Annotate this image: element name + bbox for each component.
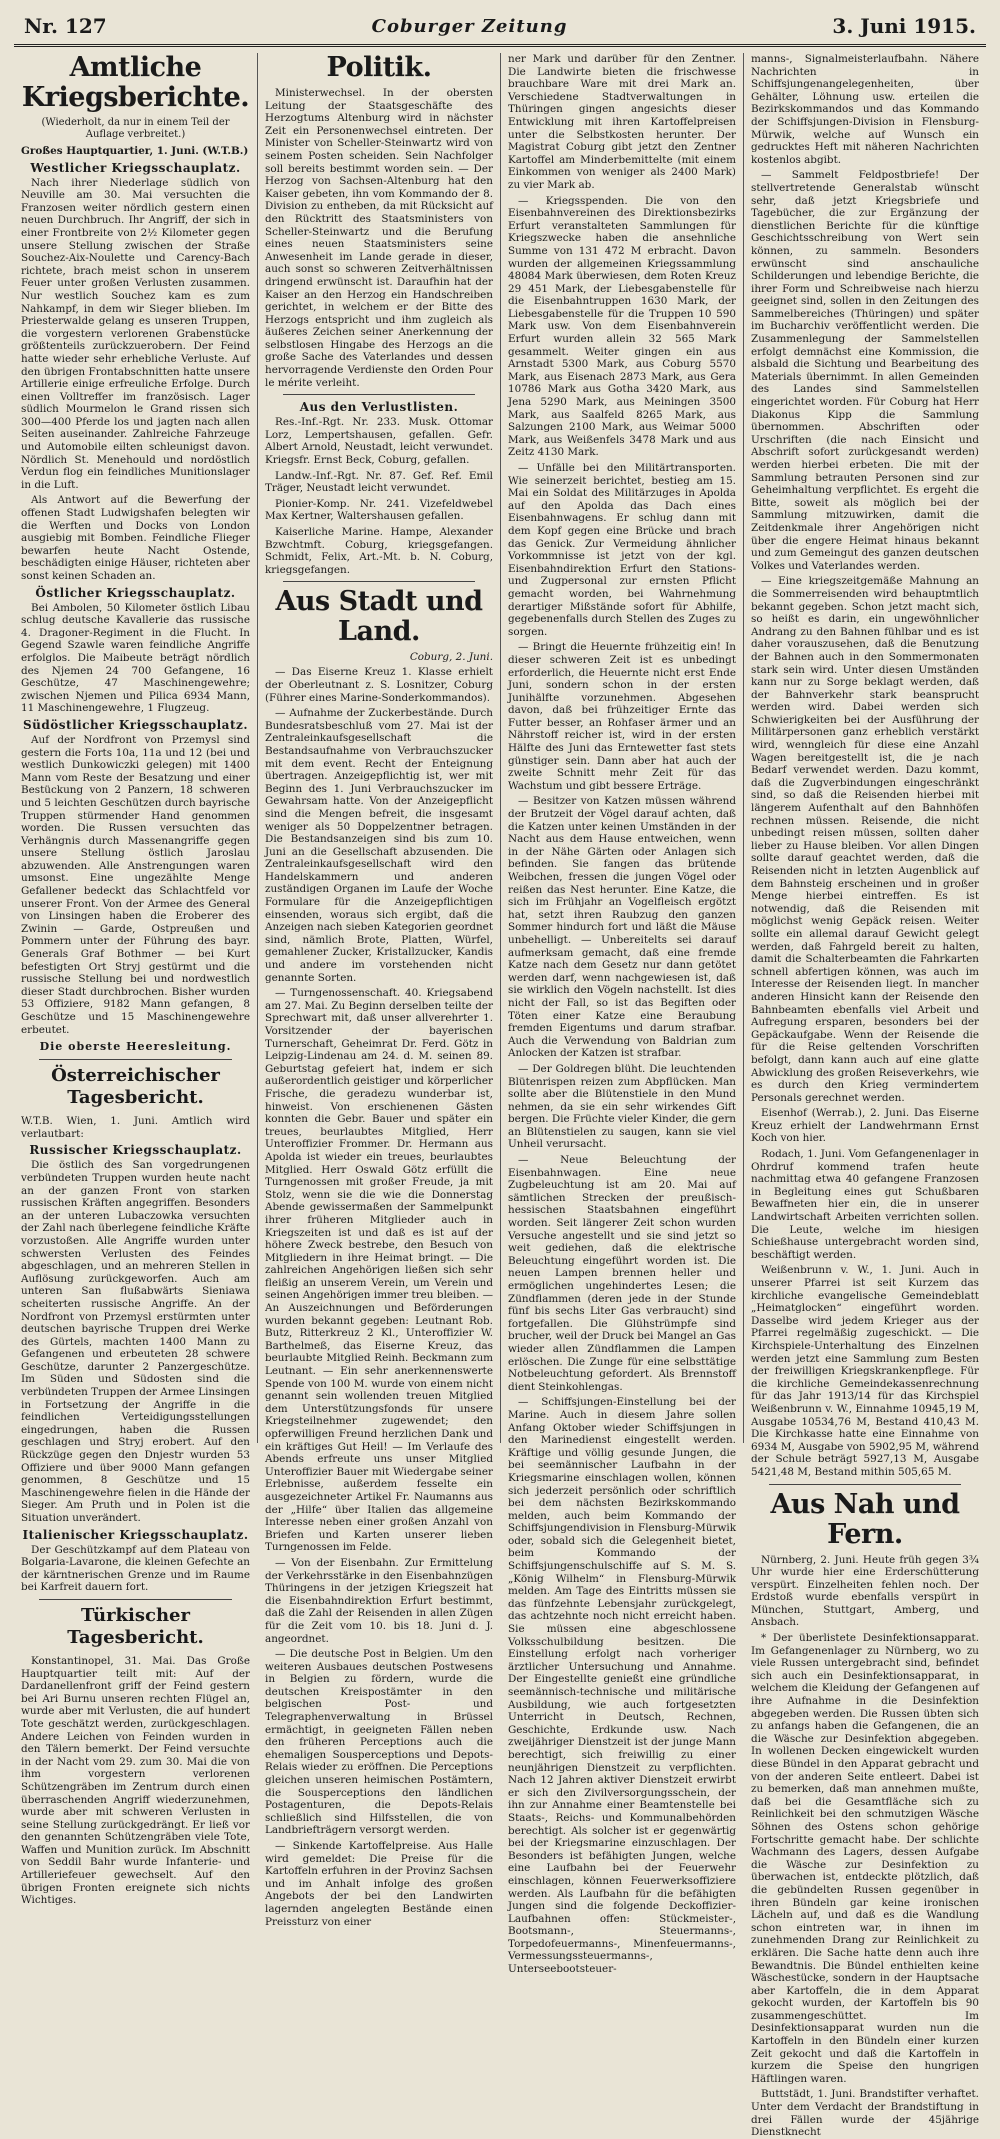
- local-dateline: Coburg, 2. Juni.: [409, 651, 493, 664]
- casualty-lists-title: Aus den Verlustlisten.: [299, 400, 459, 415]
- local-item: — Sinkende Kartoffelpreise. Aus Halle wird gemeldet: Die Preise für die Kartoffeln erfuhren in der Provinz Sachsen und im Anhalt infolge des großen Angebots der bei den Landwirten lagernden angelegten Bestände einen Preissturz von einer: [265, 1840, 493, 1928]
- italian-front-heading: Italienischer Kriegsschauplatz.: [22, 1527, 249, 1542]
- local-item: — Schiffsjungen-Einstellung bei der Marine. Auch in diesem Jahre sollen Anfang Oktober wieder Schiffsjungen in den Marinedienst eingestellt werden. Kräftige und völlig gesunde Jungen, die bei seemännischer Laufbahn in der Kriegsmarine einschlagen wollen, können sich jederzeit persönlich oder schriftlich bei dem nächsten Bezirkskommando melden, auch beim Kommando der Schiffsjungendivision in Flensburg-Mürwik oder, sobald sich die Gelegenheit bietet, beim Kommando der Schiffsjungenschulschiffe auf S. M. S. „König Wilhelm“ in Flensburg-Mürwik melden. Am Tage des Eintritts müssen sie das fünfzehnte Lebensjahr zurückgelegt, das achtzehnte noch nicht erreicht haben. Sie müssen eine abgeschlossene Volksschulbildung besitzen. Die Einstellung erfolgt nach vorheriger ärztlicher Untersuchung und Annahme. Der Eingestellte genießt eine gründliche seemännisch-technische und militärische Ausbildung, wie auch fortgesetzten Unterricht in Deutsch, Rechnen, Geschichte, Erdkunde usw. Nach zweijähriger Dienstzeit ist der junge Mann berechtigt, sich freiwillig zu einer neunjährigen Dienstzeit zu verpflichten. Nach 12 Jahren aktiver Dienstzeit erwirbt er sich den Zivilversorgungsschein, der ihn zur Annahme einer Beamtenstelle bei Staats-, Reichs- und Kommunalbehörden berechtigt. Als solcher ist er gegenwärtig bei der Kriegsmarine einzuschlagen. Der Besonders ist befähigten Jungen, welche eine Laufbahn bei der Feuerwehr einschlagen, können Feuerwerksoffiziere werden. Als Laufbahn für die befähigten Jungen sind die folgende Deckoffizier-Laufbahnen offen: Stückmeister-, Bootsmann-, Steuermanns-, Torpedofeuermanns-, Minenfeuermanns-, Vermessungssteuermanns-, Unterseebootsteuer-: [508, 1396, 736, 1976]
- casualty-entry: Landw.-Inf.-Rgt. Nr. 87. Gef. Ref. Emil Träger, Neustadt leicht verwundet.: [265, 469, 493, 495]
- column-4: [743, 53, 986, 2139]
- local-item: — Sammelt Feldpostbriefe! Der stellvertretende Generalstab wünscht sehr, daß jetzt Kriegsbriefe und Tagebücher, die zur Ergänzung der dienstlichen Berichte für die künftige Geschichtsschreibung von Wert sein können, zu sammeln. Besonders erwünscht sind anschauliche Schilderungen und lebendige Berichte, die ihrer Form und Schreibweise nach hierzu geeignet sind, sollen in den Zeitungen des Sammelbereiches (Thüringen) und später im Bucharchiv veröffentlicht werden. Die Zusammenlegung der Sammelstellen erfolgt demnächst eine Kommission, die alsbald die Sichtung und Bearbeitung des Materials übernimmt. In allen Gemeinden des Landes sind Sammelstellen eingerichtet worden. Für Coburg hat Herr Diakonus Kipp die Sammlung übernommen. Abschriften oder Urschriften (die nach Einsicht und Abschrift sofort zurückgesandt werden) werden hierbei erbeten. Die mit der Sammlung betrauten Personen sind zur Geheimhaltung verpflichtet. Es ergeht die Bitte, soweit als möglich bei der Sammlung mitzuwirken, damit die Zeitdenkmale ihrer Angehörigen nicht über die engere Heimat hinaus bekannt und zum Gemeingut des ganzen deutschen Volkes und Vaterlandes werden.: [751, 169, 979, 572]
- casualty-entry: Kaiserliche Marine. Hampe, Alexander Bzwchtmft. Coburg, kriegsgefangen. Schmidt, Felix, Art.-Mt. b. N. Coburg, kriegsgefangen.: [265, 526, 493, 576]
- austrian-report-title: Österreichischer Tagesbericht.: [51, 1065, 220, 1109]
- near-far-item: Nürnberg, 2. Juni. Heute früh gegen 3¾ Uhr wurde hier eine Erderschütterung verspürt. Einzelheiten fehlen noch. Der Erdstoß wurde ebenfalls verspürt in München, Stuttgart, Amberg, und Ansbach.: [751, 1553, 979, 1629]
- issue-date: 3. Juni 1915.: [832, 14, 976, 38]
- hq-line: Großes Hauptquartier, 1. Juni. (W.T.B.): [21, 145, 249, 157]
- west-front-heading: Westlicher Kriegsschauplatz.: [30, 160, 241, 175]
- local-item-continued: ner Mark und darüber für den Zentner. Die Landwirte bieten die frischwesse brauchbare Ware mit drei Mark an. Verschiedene Stadtverwaltungen in Thüringen gingen angesichts dieser Entwicklung mit ihren Kartoffelpreisen unter die Selbstkosten herunter. Der Magistrat Coburg gibt jetzt den Zentner Kartoffel am Minderbemittelte (mit einem Einkommen von weniger als 2400 Mark) zu vier Mark ab.: [508, 53, 736, 191]
- divider: [283, 394, 475, 395]
- east-front-heading: Östlicher Kriegsschauplatz.: [35, 585, 236, 600]
- local-item: — Besitzer von Katzen müssen während der Brutzeit der Vögel darauf achten, daß die Katzen unter keinen Umständen in der Nacht aus dem Hause entweichen, wenn in der Nähe Gärten oder Anlagen sich befinden. Sie fangen das brütende Weibchen, fressen die jungen Vögel oder reißen das Nest herunter. Eine Katze, die sich im Frühjahr an Vogelfleisch ergötzt hat, setzt ihren Raubzug den ganzen Sommer hindurch fort und läßt die Mäuse unbehelligt. — Unbereitelts sei darauf aufmerksam gemacht, daß eine fremde Katze nach dem Gesetz nur dann getötet werden darf, wenn nachgewiesen ist, daß sie wirklich den Vögeln nachstellt. Ist dies nicht der Fall, so ist das Begiften oder Töten einer Katze eine Beraubung fremden Eigentums und darum strafbar. Auch die Verwendung von Baldrian zum Anlocken der Katzen ist strafbar.: [508, 795, 736, 1060]
- issue-number: Nr. 127: [24, 14, 107, 38]
- column-3: [500, 53, 743, 1976]
- casualty-entry: Pionier-Komp. Nr. 241. Vizefeldwebel Max Kertner, Waltershausen gefallen.: [265, 497, 493, 523]
- local-item: — Unfälle bei den Militärtransporten. Wie seinerzeit berichtet, bestieg am 15. Mai ein Soldat des Militärzuges in Apolda auf den Apolda das Dach eines Eisenbahnwagens. Er schlug dann mit dem Kopf gegen eine Brücke und brach das Genick. Zur Vermeidung ähnlicher Vorkommnisse ist jetzt von der kgl. Eisenbahndirektion Erfurt den Stations- und Zugpersonal zur ernsten Pflicht gemacht worden, bei Wahrnehmung derartiger Mißstände sofort für Abhilfe, gegebenenfalls durch Stellen des Zuges zu sorgen.: [508, 462, 736, 638]
- local-item: — Bringt die Heuernte frühzeitig ein! In dieser schweren Zeit ist es unbedingt erforderlich, die Heuernte nicht erst Ende Juni, sondern schon in der ersten Junihälfte vorzunehmen. Abgesehen davon, daß bei frühzeitiger Ernte das Futter besser, an Rohfaser ärmer und an Nährstoff reicher ist, wird in der ersten Hälfte des Juni das Erntewetter fast stets günstiger sein. Dann aber hat auch der zweite Schnitt mehr Zeit für das Wachstum und gibt bessere Erträge.: [508, 641, 736, 792]
- local-item: — Neue Beleuchtung der Eisenbahnwagen. Eine neue Zugbeleuchtung ist am 20. Mai auf sämtlichen Strecken der preußisch-hessischen Staatsbahnen eingeführt worden. Seit längerer Zeit schon wurden Versuche angestellt und sie sind jetzt so weit gediehen, daß die elektrische Beleuchtung eingeführt worden ist. Die neuen Lampen brennen heller und ermöglichen ungehindertes Lesen; die Zündflammen (deren jede in der Stunde fünf bis sechs Liter Gas verbraucht) sind fortgefallen. Die Glühstrümpfe sind brucher, weil der Druck bei Mangel an Gas wieder allen Zündflammen die Lampen erlöschen. Die Zunge für eine selbsttätige Notbeleuchtung gefordert. Als Brennstoff dient Steinkohlengas.: [508, 1154, 736, 1393]
- west-front-text: Nach ihrer Niederlage südlich von Neuville am 30. Mai versuchten die Franzosen weiter nördlich gestern einen neuen Durchbruch. Ihr Angriff, der sich in einer Frontbreite von 2½ Kilometer gegen unsere Stellung zwischen der Straße Souchez-Aix-Noulette und Carency-Bach richtete, brach meist schon in unserem Feuer unter großen Verlusten zusammen. Nur westlich Souchez kam es zum Nahkampf, in dem wir Sieger blieben. Im Priesterwalde gelang es unseren Truppen, die vorgestern verlorenen Grabenstücke größtenteils zurückzuerobern. Der Feind hatte wieder sehr erhebliche Verluste. Auf den übrigen Frontabschnitten hatte unsere Artillerie einige erfreuliche Erfolge. Durch einen Volltreffer im französisch. Lager südlich Mourmelon le Grand rissen sich 300—400 Pferde los und jagten nach allen Seiten auseinander. Zahlreiche Fahrzeuge und Automobile eilten schleunigst davon. Nördlich St. Menehould und nordöstlich Verdun flog ein feindliches Munitionslager in die Luft.: [21, 176, 250, 491]
- russian-front-text: Die östlich des San vorgedrungenen verbündeten Truppen wurden heute nacht an der ganzen Front von starken russischen Kräften angegriffen. Besonders an der unteren Lubaczowka versuchten der Zahl nach überlegene feindliche Kräfte vorzustoßen. Alle Angriffe wurden unter schwersten Verlusten des Feindes abgeschlagen, und an mehreren Stellen in Auflösung zurückgeworfen. Auch am unteren San flußabwärts Sieniawa scheiterten russische Angriffe. An der Nordfront von Przemysl erstürmten unter deutschen bayrische Truppen drei Werke des Gürtels, machten 1400 Mann zu Gefangenen und erbeuteten 28 schwere Geschütze, darunter 2 Panzergeschütze. Im Süden und Südosten sind die verbündeten Truppen der Armee Linsingen in Fortsetzung der Angriffe in die feindlichen Verteidigungsstellungen eingedrungen, haben die Russen geschlagen und Stryj erobert. Auf den Rückzüge gegen den Dnjestr wurden 53 Offiziere und über 9000 Mann gefangen genommen, 8 Geschütze und 15 Maschinengewehre fielen in die Hände der Sieger. Am Pruth und in Polen ist die Situation unverändert.: [21, 1159, 250, 1524]
- divider: [39, 1059, 232, 1060]
- russian-front-heading: Russischer Kriegsschauplatz.: [29, 1143, 242, 1158]
- divider: [39, 1599, 232, 1600]
- italian-front-text: Der Geschützkampf auf dem Plateau von Bolgaria-Lavarone, die kleinen Gefechte an der kärntnerischen Grenze und im Raume bei Karfreit dauern fort.: [21, 1543, 250, 1594]
- turkish-report-text: Konstantinopel, 31. Mai. Das Große Hauptquartier teilt mit: Auf der Dardanellenfront griff der Feind gestern bei Ari Burnu unseren rechten Flügel an, wurde aber mit Verlusten, die auf hundert Tote geschätzt werden, zurückgeschlagen. Andere Leichen von Feinden wurden in den Tälern bemerkt. Der Feind versuchte in der Nacht vom 29. zum 30. Mai die von ihm vorgestern verlorenen Schützengräben im Zentrum durch einen überraschenden Angriff wiederzunehmen, wurde aber mit schweren Verlusten in seine Stellung zurückgedrängt. Er ließ vor den genannten Schützengräben viele Tote, Waffen und Munition zurück. Im Abschnitt von Seddil Bahr wurde Infanterie- und Artilleriefeuer gewechselt. Auf den übrigen Fronten ereignete sich nichts Wichtiges.: [21, 1654, 250, 1907]
- southeast-front-heading: Südöstlicher Kriegsschauplatz.: [22, 717, 248, 732]
- reprint-note: (Wiederholt, da nur in einem Teil der Auflage verbreitet.): [41, 117, 230, 140]
- column-1: [14, 52, 257, 1907]
- local-item: — Turngenossenschaft. 40. Kriegsabend am 27. Mai. Zu Beginn derselben teilte der Sprechwart mit, daß unser allverehrter 1. Vorsitzender der bayerischen Turnerschaft, Geheimrat Dr. Ferd. Götz in Leipzig-Lindenau am 24. d. M. seinen 89. Geburtstag gefeiert hat, indem er sich außerordentlich geistiger und körperlicher Frische, die geradezu wunderbar ist, hinweist. Von erschienenen Gästen konnten die Gebr. Bauer und später ein treues, beurlaubtes Mitglied, Herr Unteroffizier Frommer. Dr. Hermann aus Apolda ist wieder ein treues, beurlaubtes Mitglied. Herr Oswald Götz erfüllt die Turngenossen mit großer Freude, ja mit Stolz, wenn sie die wie die Donnerstag Abende gewissermaßen der Sammelpunkt ihrer früheren Mitglieder auch in Kriegszeiten ist und daß es ist auf der höhere Zweck bestrebe, den Besuch von Mitgliedern in ihre Heimat bringt. — Die zahlreichen Angehörigen ließen sich sehr fleißig an unserem Verein, um Verein und seinen Angehörigen immer treu bleiben. — An Auszeichnungen und Beförderungen wurden bekannt gegeben: Leutnant Rob. Butz, Ritterkreuz 2 Kl., Unteroffizier W. Barthelmeß, das Eiserne Kreuz, das beurlaubte Mitglied Reinh. Beckmann zum Leutnant. — Ein sehr anerkennenswerte Spende von 100 M. wurde von einem nicht genannt sein wollenden treuen Mitglied dem Unterstützungsfonds für unsere Kriegsteilnehmer zugewendet; den opferwilligen Freund herzlichen Dank und ein kräftiges Gut Heil! — Im Verlaufe des Abends erfreute uns unser Mitglied Unteroffizier Bauer mit Wiedergabe seiner Erlebnisse, außerdem fesselte ein ausgezeichneter Artikel Fr. Naumanns aus der „Hilfe“ über Italien das allgemeine Interesse neben einer großen Anzahl von Briefen und Karten unserer lieben Turngenossen im Felde.: [265, 987, 493, 1554]
- local-item: — Das Eiserne Kreuz 1. Klasse erhielt der Oberleutnant z. S. Losnitzer, Coburg (Führer eines Marine-Sonderkommandos).: [265, 666, 493, 704]
- paper-name: Coburger Zeitung: [371, 15, 568, 37]
- local-item: — Kriegsspenden. Die von den Eisenbahnvereinen des Direktionsbezirks Erfurt veranstalteten Sammlungen für Kriegszwecke haben die ansehnliche Summe von 131 472 M erbracht. Davon wurden der allgemeinen Kriegssammlung 48084 Mark überwiesen, dem Roten Kreuz 29 451 Mark, der Liebesgabenstelle für die Eisenbahntruppen 1630 Mark, der Liebesgabenstelle für die Truppen 10 590 Mark usw. Von dem Eisenbahnverein Erfurt wurden allein 32 565 Mark gesammelt. Weiter gingen ein aus Arnstadt 5300 Mark, aus Coburg 5570 Mark, aus Eisenach 2873 Mark, aus Gera 10786 Mark aus Gotha 3420 Mark, aus Jena 5290 Mark, aus Meiningen 3500 Mark, aus Saalfeld 8265 Mark, aus Salzungen 2100 Mark, aus Weimar 5000 Mark, aus Weißenfels 3478 Mark und aus Zeitz 4130 Mark.: [508, 194, 736, 459]
- local-item: — Aufnahme der Zuckerbestände. Durch Bundesratsbeschluß vom 27. Mai ist der Zentraleinkaufsgesellschaft die Bestandsaufnahme von Verbrauchszucker mit dem event. Recht der Enteignung übertragen. Anzeigepflichtig ist, wer mit Beginn des 1. Juni Verbrauchszucker im Gewahrsam hatte. Von der Anzeigepflicht sind die Mengen befreit, die insgesamt weniger als 50 Doppelzentner betragen. Die Bestandsanzeigen sind bis zum 10. Juni an die Gesellschaft abzusenden. Die Zentraleinkaufsgesellschaft wird den Handelskammern und anderen zuständigen Organen im Laufe der Woche Formulare für die Anzeigepflichtigen einsenden, woraus sich ergibt, daß die Anzeigen nach sieben Kategorien geordnet sind, nämlich Brote, Platten, Würfel, gemahlener Zucker, Kristallzucker, Kandis und andere im vorstehenden nicht genannte Sorten.: [265, 707, 493, 984]
- near-far-item: * Der überlistete Desinfektionsapparat. Im Gefangenenlager zu Nürnberg, wo zu viele Russen untergebracht sind, befindet sich auch ein Desinfektionsapparat, in welchem die Kleidung der Gefangenen auf ihre Aufnahme in die Desinfektion abgegeben werden. Die Russen übten sich zu anfangs haben die Gefangenen, die an die Wäsche zur Desinfektion abgegeben. In wollenen Decken eingewickelt wurden diese Bündel in den Apparat gebracht und von der anderen Seite entleert. Dabei ist zu bemerken, daß man annehmen mußte, daß bei die Gesamtfläche sich zu Reinlichkeit bei den schmutzigen Wäsche Söhnen des Ostens schon gehörige Fortschritte gemacht habe. Der schlichte Wachmann des Lagers, dessen Aufgabe die Wäsche zur Desinfektion zu überwachen ist, entdeckte plötzlich, daß die gebündelten Russen gegenüber in ihren Bündeln gar keine ironischen Lächeln auf, und daß es die Wandlung schon eintreten war, in ihnen im zunehmenden Drang zur Reinlichkeit zu erklären. Die Sache hatte denn auch ihre Bewandtnis. Die Bündel enthielten keine Wäschestücke, sondern in der Hauptsache aber Kartoffeln, die in dem Apparat gekocht wurden, der Kartoffeln bis 90 zusammengeschüttet. Im Desinfektionsapparat wurden nun die Kartoffeln in den Bündeln einer kurzen Zeit gekocht und daß die Kartoffeln in kurzem die Speise den hungrigen Häftlingen waren.: [751, 1632, 979, 2085]
- east-front-text: Bei Ambolen, 50 Kilometer östlich Libau schlug deutsche Kavallerie das russische 4. Dragoner-Regiment in die Flucht. In Gegend Szawle waren feindliche Angriffe erfolglos. Die Maibeute beträgt nördlich des Njemen 24 700 Gefangene, 16 Geschütze, 47 Maschinengewehre; zwischen Njemen und Pilica 6934 Mann, 11 Maschinengewehre, 1 Flugzeug.: [21, 601, 250, 715]
- city-and-country-title: Aus Stadt und Land.: [275, 586, 483, 648]
- local-item: Rodach, 1. Juni. Vom Gefangenenlager in Ohrdruf kommend trafen heute nachmittag etwa 40 gefangene Franzosen in Begleitung eines gut Schußbaren Bewaffneten hier ein, die in unserer Landwirtschaft Arbeiten verrichten sollen. Die Leute, welche im hiesigen Schießhause untergebracht worden sind, beschäftigt werden.: [751, 1148, 979, 1261]
- divider: [283, 581, 475, 582]
- local-item: Weißenbrunn v. W., 1. Juni. Auch in unserer Pfarrei ist seit Kurzem das kirchliche evangelische Gemeindeblatt „Heimatglocken“ eingeführt worden. Dasselbe wird jedem Krieger aus der Pfarrei regelmäßig zugeschickt. — Die Kirchspiele-Unterhaltung des Einzelnen werden jetzt eine Sammlung zum Besten der freiwilligen Kriegskrankenpflege. Für die kirchliche Gemeindekassenrechnung für das Jahr 1913/14 für das Kirchspiel Weißenbrunn v. W., Einnahme 10945,19 M, Ausgabe 10534,76 M, Bestand 410,43 M. Die Kirchkasse hatte eine Einnahme von 6934 M, Ausgabe von 5902,95 M, während der Schule beträgt 5927,13 M, Ausgabe 5421,48 M, Bestand mithin 505,65 M.: [751, 1264, 979, 1478]
- masthead: [14, 10, 986, 47]
- report-signature: Die oberste Heeresleitung.: [39, 1040, 232, 1054]
- local-item: — Von der Eisenbahn. Zur Ermittelung der Verkehrsstärke in den Eisenbahnzügen Thüringens in der jetzigen Kriegszeit hat die Eisenbahndirektion Erfurt bestimmt, daß die Zahl der Reisenden in allen Zügen für die Zeit vom 10. bis 18. Juni d. J. angeordnet.: [265, 1556, 493, 1645]
- local-item: — Die deutsche Post in Belgien. Um den weiteren Ausbaues deutschen Postwesens in Belgien zu fördern, wurde die deutschen Kreispostämter in den belgischen Post- und Telegraphenverwaltung in Brüssel ermächtigt, in geeigneten Fällen neben den früheren Perceptions auch die ehemaligen Sousperceptions und Depots-Relais wieder zu eröffnen. Die Perceptions gleichen unseren heimischen Postämtern, die Sousperceptions den ländlichen Postagenturen, die Depots-Relais schließlich sind Hilfsstellen, die von Landbriefträgern versorgt werden.: [265, 1648, 493, 1837]
- near-far-item: Buttstädt, 1. Juni. Brandstifter verhaftet. Unter dem Verdacht der Brandstiftung in drei Fällen wurde der 45jährige Dienstknecht: [751, 2088, 979, 2139]
- local-item: — Eine kriegszeitgemäße Mahnung an die Sommerreisenden wird behauptmtlich bekannt gegeben. Schon jetzt macht sich, so heißt es darin, ein ungewöhnlicher Andrang zu den Bahnen fühlbar und es ist daher vorauszusehen, daß die Benutzung der Bahnen auch in den Sommermonaten stark sein wird. Unter diesen Umständen kann nur zu Sorge beklagt werden, daß der Bahnverkehr stark beansprucht werden wird. Dabei werden sich Schwierigkeiten bei der Ausführung der Militärpersonen ganz erheblich verstärkt wird, wenngleich für diese eine Anzahl Wagen bereitgestellt ist, die je nach Bedarf verwendet werden. Dazu kommt, daß die Zugverbindungen eingeschränkt sind, so daß die Reisenden hierbei mit längerem Aufenthalt auf den Bahnhöfen rechnen müssen. Reisende, die nicht unbedingt reisen müssen, sollten daher lieber zu Hause bleiben. Vor allen Dingen sollte darauf geachtet werden, daß die Reisenden nicht in letzten Augenblick auf dem Bahnsteig erscheinen und in großer Menge hierbei eintreffen. Es ist notwendig, daß die Reisenden mit möglichst wenig Gepäck reisen. Weiter sollte ein allemal darauf Gewicht gelegt werden, daß Fahrgeld bereit zu halten, damit die Schalterbeamten die Fahrkarten schnell abfertigen können, was auch im Interesse der Reisenden liegt. In mancher anderen Hinsicht kann der Reisende den Bahnbeamten ebenfalls viel Arbeit und Aufregung ersparen, besonders bei der Gepäckaufgabe. Wenn der Reisende die für die Reise geltenden Vorschriften befolgt, dann kann auch auf eine glatte Abwicklung des großen Reiseverkehrs, wie es durch den Krieg vermindertem Personals gerechnet werden.: [751, 575, 979, 1104]
- west-front-text-2: Als Antwort auf die Bewerfung der offenen Stadt Ludwigshafen belegten wir die Werften und Docks von London ausgiebig mit Bomben. Feindliche Flieger bewarfen heute Nacht Ostende, beschädigten einige Häuser, richteten aber sonst keinen Schaden an.: [21, 494, 250, 582]
- turkish-report-title: Türkischer Tagesbericht.: [67, 1604, 204, 1648]
- columns: [14, 52, 986, 2139]
- official-war-reports-title: Amtliche Kriegsberichte.: [21, 52, 250, 113]
- near-and-far-title: Aus Nah und Fern.: [770, 1488, 960, 1550]
- southeast-front-text: Auf der Nordfront von Przemysl sind gestern die Forts 10a, 11a und 12 (bei und westlich Dunkowiczki gelegen) mit 1400 Mann vom Reste der Besatzung und einer Bestückung von 2 Panzern, 18 schweren und 5 leichten Geschützen durch bayrische Truppen stürmender Hand genommen worden. Die Russen versuchten das Verhängnis durch Massenangriffe gegen unsere Stellung östlich Jaroslau abzuwenden. Alle Anstrengungen waren umsonst. Eine ungezählte Menge Gefallener bedeckt das Schlachtfeld vor unserer Front. Von der Armee des General von Linsingen haben die Eroberer des Zwinin — Garde, Ostpreußen und Pommern unter der Führung des bayr. Generals Graf Bothmer — bei Kurt befestigten Ort Stryj gestürmt und die russische Stellung bei und nordwestlich dieser Stadt durchbrochen. Bisher wurden 53 Offiziere, 9182 Mann gefangen, 8 Geschütze und 15 Maschinengewehre erbeutet.: [21, 733, 250, 1036]
- divider: [769, 1484, 961, 1485]
- local-item: Eisenhof (Werrab.), 2. Juni. Das Eiserne Kreuz erhielt der Landwehrmann Ernst Koch von hier.: [751, 1107, 979, 1145]
- austrian-report-dateline: W.T.B. Wien, 1. Juni. Amtlich wird verlautbart:: [21, 1115, 250, 1140]
- politics-title: Politik.: [326, 52, 432, 83]
- local-item-continued: manns-, Signalmeisterlaufbahn. Nähere Nachrichten in Schiffsjungenangelegenheiten, über Gehälter, Löhnung usw. erteilen die Bezirkskommandos und das Kommando der Schiffsjungen-Division in Flensburg-Mürwik, welche auf Wunsch ein gedrucktes Heft mit näheren Nachrichten kostenlos abgibt.: [751, 53, 979, 166]
- politics-text: Ministerwechsel. In der obersten Leitung der Staatsgeschäfte des Herzogtums Altenburg wird in nächster Zeit ein Personenwechsel eintreten. Der Minister von Scheller-Steinwartz wird von seinem Posten scheiden. Sein Nachfolger soll bereits bestimmt worden sein. — Der Herzog von Sachsen-Altenburg hat den Kaiser gebeten, ihn vom Kommando der 8. Division zu entheben, da mit Rücksicht auf den Rücktritt des Staatsministers von Scheller-Steinwartz und die Berufung eines neuen Staatsministers seine Anwesenheit im Lande gerade in dieser, auch sonst so schweren Zeitverhältnissen dringend erwünscht ist. Daraufhin hat der Kaiser an den Herzog ein Handschreiben gerichtet, in welchem er der Bitte des Herzogs entspricht und ihm zugleich als äußeres Zeichen seiner Anerkennung der selbstlosen Hingabe des Herzogs an die große Sache des Vaterlandes und dessen hervorragende Verdienste den Orden Pour le mérite verleiht.: [265, 87, 493, 389]
- local-item: — Der Goldregen blüht. Die leuchtenden Blütenrispen reizen zum Abpflücken. Man sollte aber die Blütenstiele in den Mund nehmen, da sie ein sehr wirkendes Gift bergen. Die Früchte vieler Kinder, die gern an Blütenstielen zu saugen, kann sie viel Unheil verursacht.: [508, 1062, 736, 1151]
- casualty-entry: Res.-Inf.-Rgt. Nr. 233. Musk. Ottomar Lorz, Lempertshausen, gefallen. Gefr. Albert Arnold, Neustadt, leicht verwundet. Kriegsfr. Ernst Beck, Coburg, gefallen.: [265, 416, 493, 467]
- column-2: [257, 52, 500, 1928]
